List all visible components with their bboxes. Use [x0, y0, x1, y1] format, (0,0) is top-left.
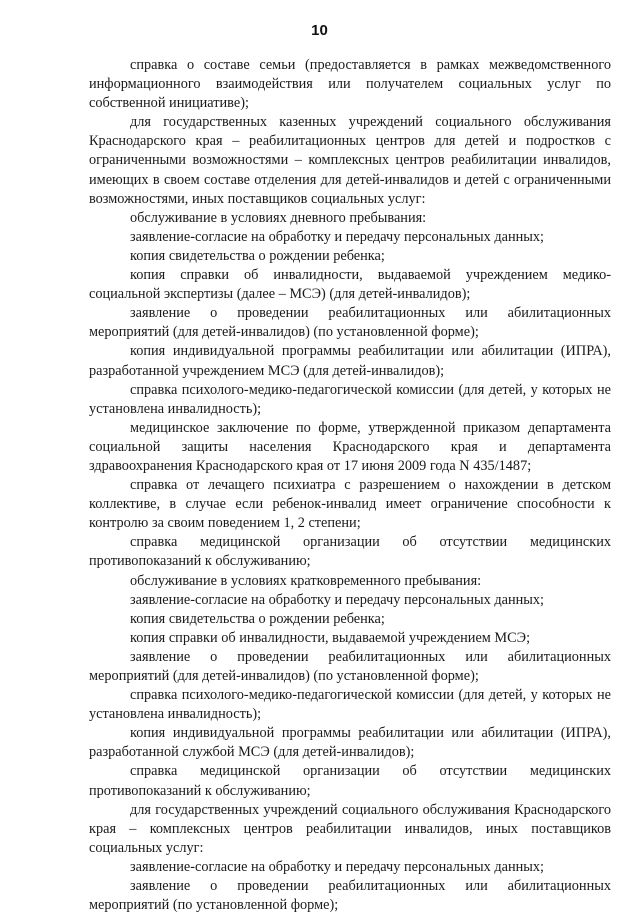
page-number: 10 [311, 22, 328, 39]
paragraph: копия свидетельства о рождении ребенка; [130, 610, 385, 627]
paragraph: справка о составе семьи (предоставляется в рамках межведомственного информационного взаимодействия или получателем социальных услуг по собственной инициативе); [89, 57, 611, 112]
paragraph: справка от лечащего психиатра с разрешением о нахождении в детском коллективе, в случае если ребенок-инвалид имеет ограничение способности к контролю за своим поведением 1, 2 степени; [89, 477, 611, 532]
paragraph: копия справки об инвалидности, выдаваемой учреждением МСЭ; [130, 629, 531, 646]
paragraph: обслуживание в условиях кратковременного пребывания: [130, 572, 482, 589]
paragraph: заявление-согласие на обработку и передачу персональных данных; [130, 228, 545, 245]
paragraph: копия справки об инвалидности, выдаваемой учреждением медико-социальной экспертизы (далее – МСЭ) (для детей-инвалидов); [89, 267, 611, 303]
paragraph: заявление о проведении реабилитационных или абилитационных мероприятий (по установленной форме); [89, 878, 611, 914]
paragraph: заявление о проведении реабилитационных или абилитационных мероприятий (для детей-инвалидов) (по установленной форме); [89, 648, 611, 684]
paragraph: заявление-согласие на обработку и передачу персональных данных; [130, 591, 545, 608]
paragraph: справка психолого-медико-педагогической комиссии (для детей, у которых не установлена инвалидность); [89, 687, 611, 723]
paragraph: заявление о проведении реабилитационных или абилитационных мероприятий (для детей-инвалидов) (по установленной форме); [89, 305, 611, 341]
paragraph: справка медицинской организации об отсутствии медицинских противопоказаний к обслуживанию; [89, 763, 611, 799]
paragraph: справка психолого-медико-педагогической комиссии (для детей, у которых не установлена инвалидность); [89, 381, 611, 417]
paragraph: справка медицинской организации об отсутствии медицинских противопоказаний к обслуживанию; [89, 534, 611, 570]
paragraph: для государственных учреждений социального обслуживания Краснодарского края – комплексных центров реабилитации инвалидов, иных поставщиков социальных услуг: [89, 801, 611, 856]
paragraph: заявление-согласие на обработку и передачу персональных данных; [130, 858, 545, 875]
paragraph: копия свидетельства о рождении ребенка; [130, 247, 385, 264]
paragraph: копия индивидуальной программы реабилитации или абилитации (ИПРА), разработанной учреждением МСЭ (для детей-инвалидов); [89, 343, 611, 379]
paragraph: копия индивидуальной программы реабилитации или абилитации (ИПРА), разработанной службой МСЭ (для детей-инвалидов); [89, 725, 611, 761]
paragraph: обслуживание в условиях дневного пребывания: [130, 209, 427, 226]
body-text [89, 56, 611, 915]
paragraph: для государственных казенных учреждений социального обслуживания Краснодарского края – реабилитационных центров для детей и подростков с ограниченными возможностями – комплексных центров реабилитации инвалидов, имеющих в своем составе отделения для детей-инвалидов и детей с ограниченными возможностями, иных поставщиков социальных услуг: [89, 114, 611, 207]
paragraph: медицинское заключение по форме, утвержденной приказом департамента социальной защиты населения Краснодарского края и департамента здравоохранения Краснодарского края от 17 июня 2009 года N 435/1487; [89, 419, 611, 474]
